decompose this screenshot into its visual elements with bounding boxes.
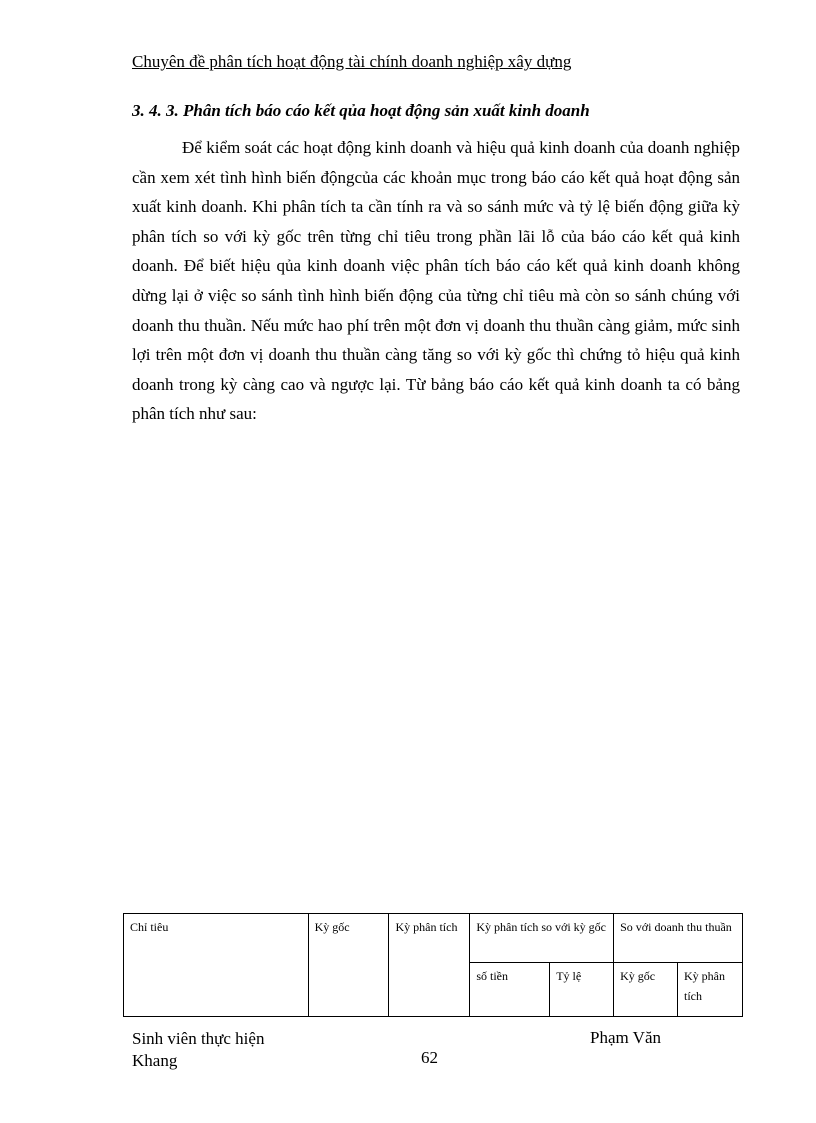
footer-author-line2: Khang [132,1051,178,1070]
body-paragraph: Để kiểm soát các hoạt động kinh doanh và hiệu quả kinh doanh của doanh nghiệp cần xem xét tình hình biến độngcủa các khoản mục trong báo cáo kết quả hoạt động sản xuất kinh doanh. Khi phân tích ta cần tính ra và so sánh mức và tỷ lệ biến động giữa kỳ phân tích so với kỳ gốc trên từng chỉ tiêu trong phần lãi lỗ của báo cáo kết quả kinh doanh. Để biết hiệu qủa kinh doanh việc phân tích báo cáo kết quả kinh doanh không dừng lại ở việc so sánh tình hình biến động của từng chỉ tiêu mà còn so sánh chúng với doanh thu thuần. Nếu mức hao phí trên một đơn vị doanh thu thuần càng giảm, mức sinh lợi trên một đơn vị doanh thu thuần càng tăng so với kỳ gốc thì chứng tỏ hiệu quả kinh doanh trong kỳ càng cao và ngược lại. Từ bảng báo cáo kết quả kinh doanh ta có bảng phân tích như sau: [132,138,740,424]
subheader-ratio: Tỷ lệ [550,963,614,1017]
header-revenue-group: So với doanh thu thuần [614,914,743,963]
header-indicator: Chỉ tiêu [124,914,309,1017]
document-header: Chuyên đề phân tích hoạt động tài chính doanh nghiệp xây dựng [132,52,572,71]
header-analysis-period: Kỳ phân tích [389,914,470,1017]
header-compare-group: Kỳ phân tích so với kỳ gốc [470,914,614,963]
section-heading: 3. 4. 3. Phân tích báo cáo kết qủa hoạt động sản xuất kinh doanh [132,101,590,120]
footer-author-name: Phạm Văn [590,1028,661,1047]
subheader-base: Kỳ gốc [614,963,678,1017]
header-base-period: Kỳ gốc [308,914,389,1017]
page-number: 62 [421,1048,438,1067]
analysis-table [123,913,743,1017]
table-header-row [124,914,743,963]
subheader-amount: số tiền [470,963,550,1017]
footer-author-line1: Sinh viên thực hiện [132,1029,265,1048]
footer-author [132,1028,264,1072]
subheader-analysis: Kỳ phân tích [678,963,743,1017]
